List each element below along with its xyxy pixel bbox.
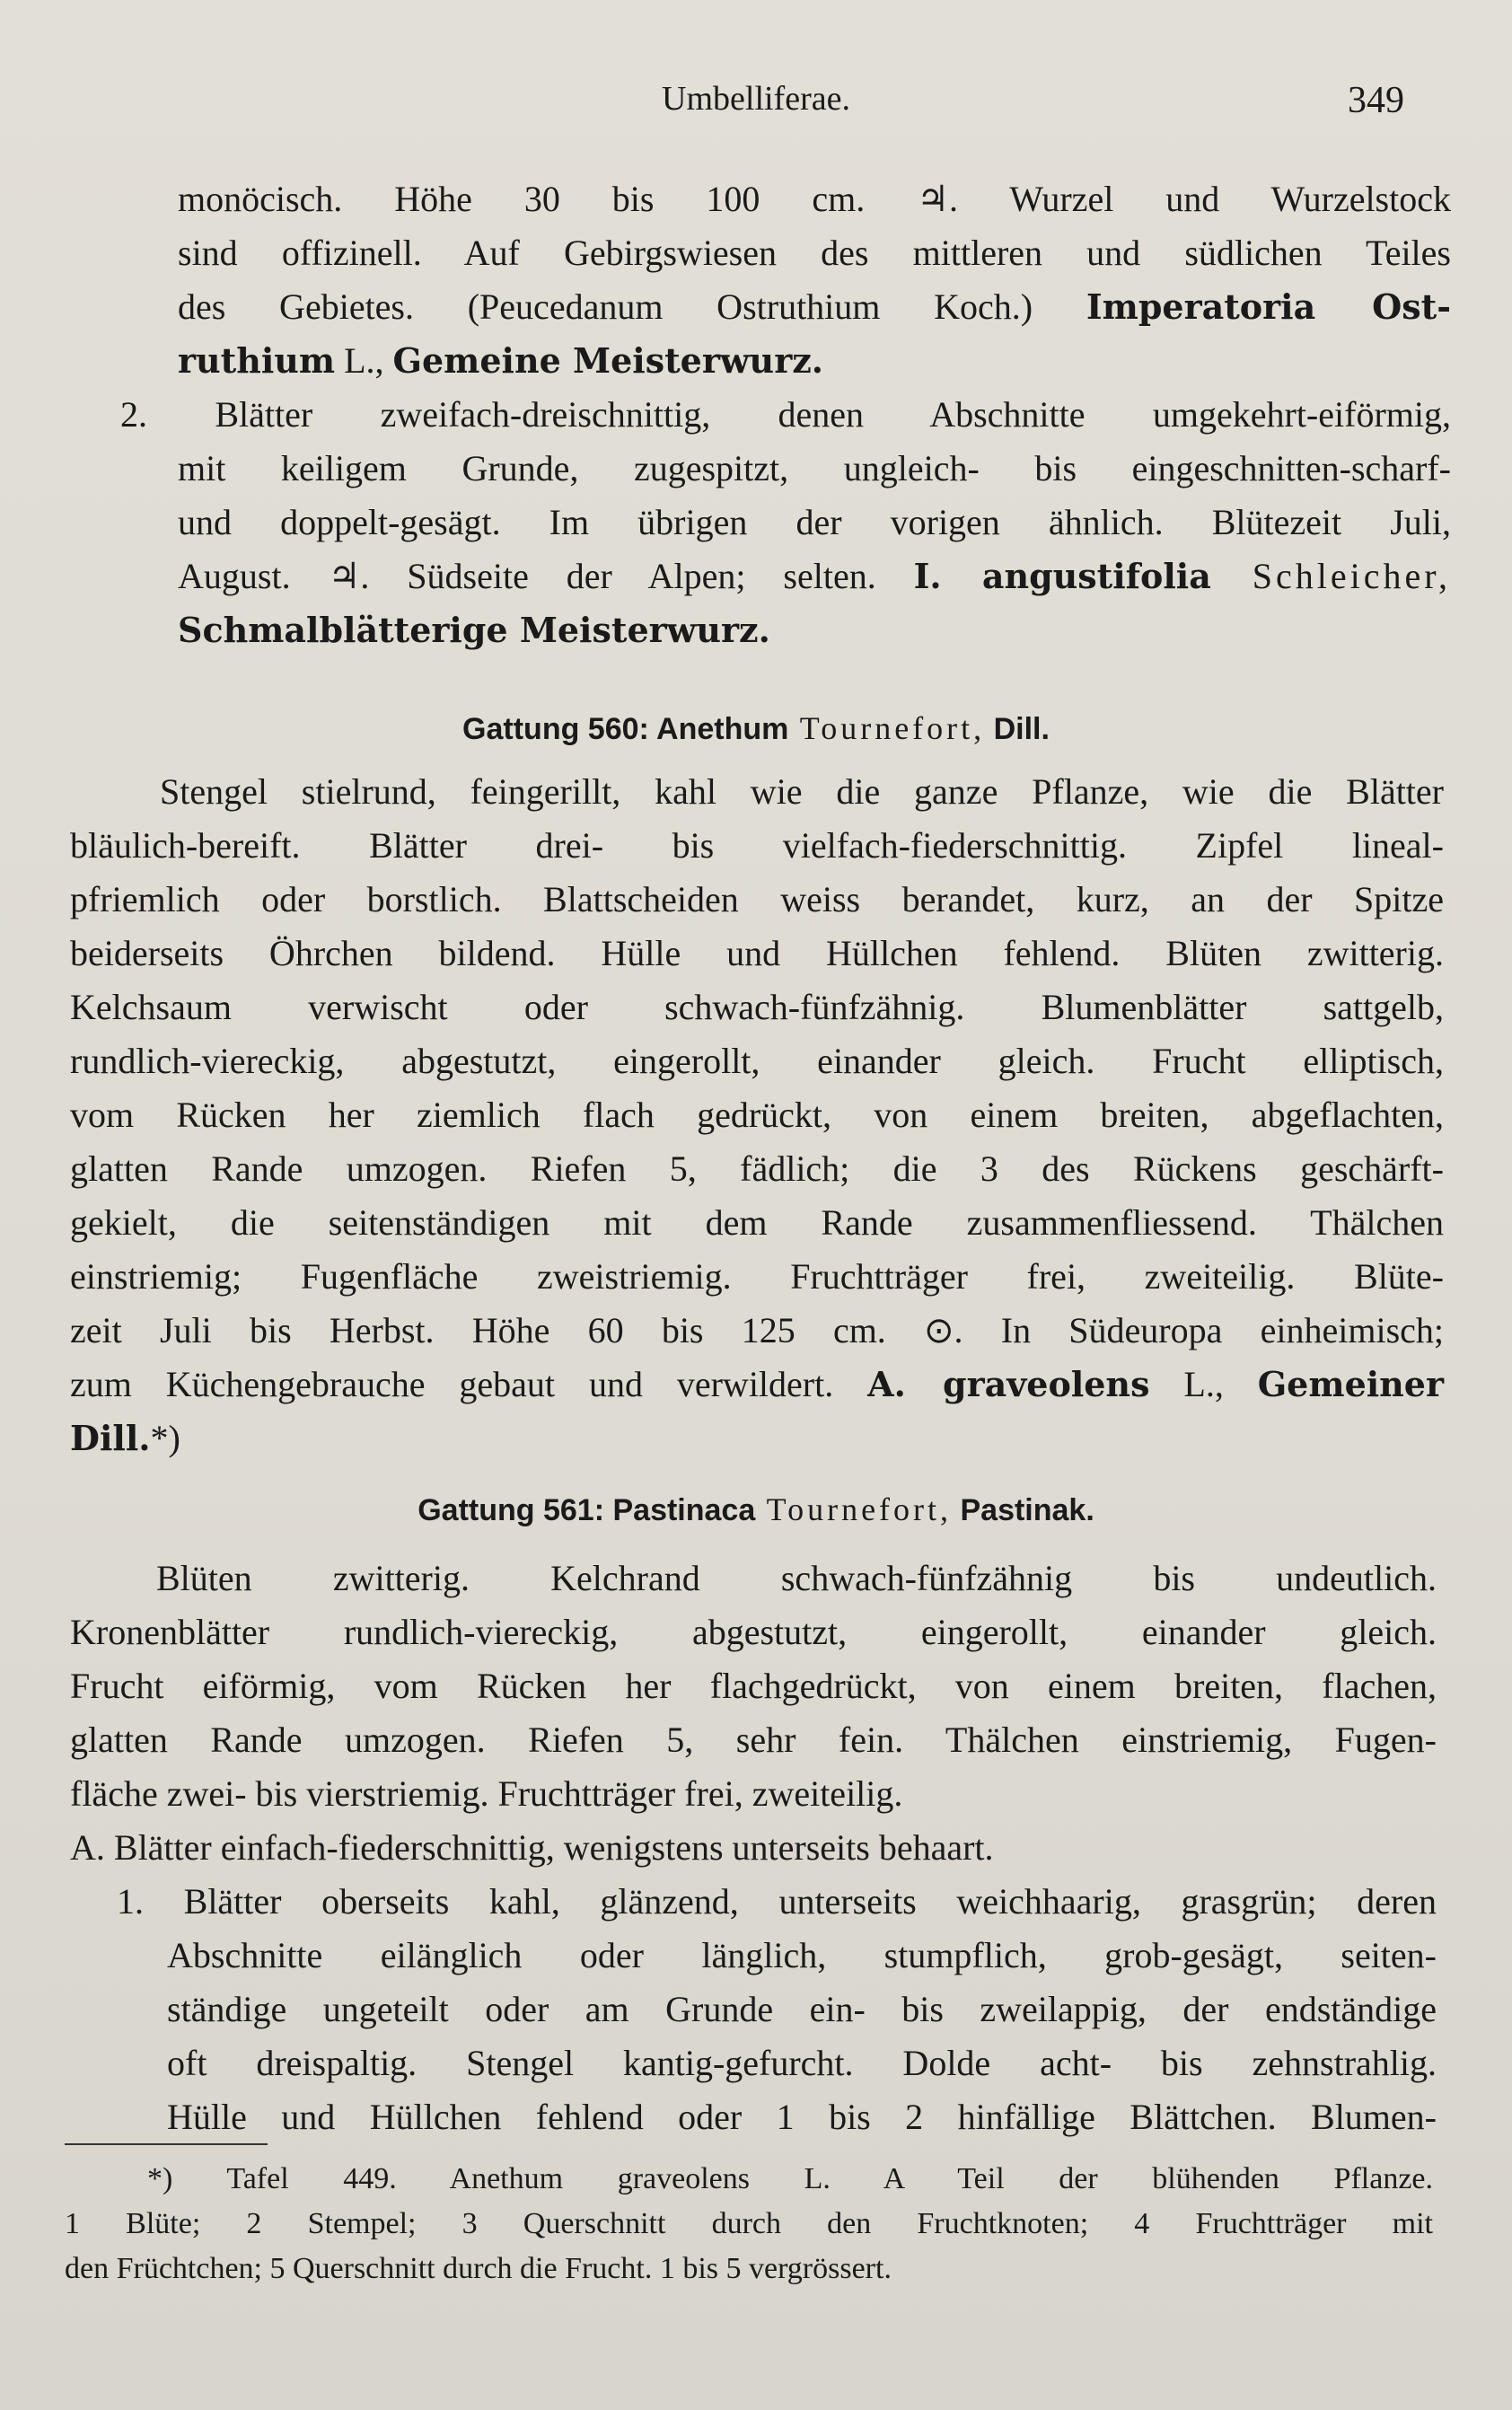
text-line: A. Blätter einfach-fiederschnittig, wenigstens unterseits behaart. bbox=[70, 1827, 994, 1868]
text-line: mit keiligem Grunde, zugespitzt, ungleich- bis eingeschnitten-scharf- bbox=[178, 448, 1451, 488]
footnote bbox=[65, 2157, 1433, 2291]
author: Schleicher, bbox=[1210, 556, 1452, 596]
common-name: Gemeiner bbox=[1257, 1364, 1445, 1404]
species-name: A. graveolens bbox=[867, 1364, 1150, 1404]
genus-name: Anethum bbox=[648, 712, 789, 746]
genus-number: Gattung 561: bbox=[418, 1493, 605, 1527]
paragraph-anethum bbox=[70, 765, 1444, 1465]
species-name: I. angustifolia bbox=[913, 556, 1211, 596]
footnote-line: *) Tafel 449. Anethum graveolens L. A Teil der blühenden Pflanze. bbox=[147, 2162, 1433, 2195]
text-line: gekielt, die seitenständigen mit dem Rande zusammenfliessend. Thälchen bbox=[70, 1202, 1444, 1243]
text-line: und doppelt-gesägt. Im übrigen der vorigen ähnlich. Blütezeit Juli, bbox=[178, 502, 1451, 542]
text-span: August. ♃. Südseite der Alpen; selten. bbox=[178, 556, 914, 596]
genus-heading-561 bbox=[0, 1491, 1512, 1528]
text-line: monöcisch. Höhe 30 bis 100 cm. ♃. Wurzel und Wurzelstock bbox=[178, 179, 1451, 219]
genus-author: Tournefort, bbox=[755, 1491, 953, 1527]
text-line: sind offizinell. Auf Gebirgswiesen des mittleren und südlichen Teiles bbox=[178, 233, 1451, 273]
text-line: Kelchsaum verwischt oder schwach-fünfzähnig. Blumenblätter sattgelb, bbox=[70, 987, 1444, 1027]
genus-common: Dill. bbox=[985, 712, 1050, 746]
text-line: rundlich-viereckig, abgestutzt, eingerollt, einander gleich. Frucht elliptisch, bbox=[70, 1041, 1444, 1081]
list-item-2 bbox=[74, 388, 1451, 657]
text-span: zum Küchengebrauche gebaut und verwildert. bbox=[70, 1364, 868, 1404]
text-line: ständige ungeteilt oder am Grunde ein- bis zweilappig, der endständige bbox=[167, 1989, 1437, 2029]
paragraph-imperatoria bbox=[74, 172, 1451, 388]
text-line: 2. Blätter zweifach-dreischnittig, denen Abschnitte umgekehrt-eiförmig, bbox=[120, 394, 1451, 435]
running-header bbox=[54, 79, 1458, 124]
text-line: einstriemig; Fugenfläche zweistriemig. Fruchtträger frei, zweiteilig. Blüte- bbox=[70, 1256, 1444, 1297]
footnote-line: 1 Blüte; 2 Stempel; 3 Querschnitt durch den Fruchtknoten; 4 Fruchtträger mit bbox=[65, 2207, 1433, 2240]
text-line: beiderseits Öhrchen bildend. Hülle und Hüllchen fehlend. Blüten zwitterig. bbox=[70, 933, 1444, 973]
text-line: pfriemlich oder borstlich. Blattscheiden weiss berandet, kurz, an der Spitze bbox=[70, 879, 1444, 919]
text-line: 1. Blätter oberseits kahl, glänzend, unterseits weichhaarig, grasgrün; deren bbox=[117, 1881, 1437, 1922]
genus-heading-560 bbox=[0, 709, 1512, 747]
paragraph-pastinaca bbox=[70, 1552, 1437, 2144]
text-line: Stengel stielrund, feingerillt, kahl wie die ganze Pflanze, wie die Blätter bbox=[160, 771, 1444, 812]
text-line bbox=[74, 334, 1451, 388]
text-line: fläche zwei- bis vierstriemig. Fruchtträger frei, zweiteilig. bbox=[70, 1773, 903, 1814]
species-name: ruthium bbox=[178, 340, 336, 381]
genus-common: Pastinak. bbox=[952, 1493, 1094, 1527]
genus-name: Pastinaca bbox=[604, 1493, 756, 1527]
text-line bbox=[74, 280, 1451, 334]
text-line: Blüten zwitterig. Kelchrand schwach-fünfzähnig bis undeutlich. bbox=[156, 1558, 1437, 1598]
text-line bbox=[70, 1412, 1444, 1465]
page-number: 349 bbox=[1348, 80, 1404, 121]
text-line: zeit Juli bis Herbst. Höhe 60 bis 125 cm. ⊙. In Südeuropa einheimisch; bbox=[70, 1310, 1444, 1350]
text-span: des Gebietes. (Peucedanum Ostruthium Koch.) bbox=[178, 286, 1033, 327]
header-title: Umbelliferae. bbox=[662, 80, 850, 118]
text-line: Kronenblätter rundlich-viereckig, abgestutzt, eingerollt, einander gleich. bbox=[70, 1612, 1437, 1652]
text-line: Abschnitte eilänglich oder länglich, stumpflich, grob-gesägt, seiten- bbox=[167, 1935, 1437, 1975]
author: L., bbox=[1149, 1364, 1258, 1404]
genus-author: Tournefort, bbox=[788, 710, 986, 746]
text-line: glatten Rande umzogen. Riefen 5, sehr fein. Thälchen einstriemig, Fugen- bbox=[70, 1720, 1437, 1760]
common-name: Dill. bbox=[70, 1418, 151, 1458]
text-line: vom Rücken her ziemlich flach gedrückt, von einem breiten, abgeflachten, bbox=[70, 1095, 1444, 1135]
text-line: oft dreispaltig. Stengel kantig-gefurcht. Dolde acht- bis zehnstrahlig. bbox=[167, 2043, 1437, 2083]
footnote-ref: *) bbox=[150, 1418, 180, 1458]
text-line: glatten Rande umzogen. Riefen 5, fädlich; die 3 des Rückens geschärft- bbox=[70, 1148, 1444, 1189]
common-name: Schmalblätterige Meisterwurz. bbox=[178, 610, 770, 650]
text-line bbox=[70, 1358, 1444, 1412]
text-line: bläulich-bereift. Blätter drei- bis vielfach-fiederschnittig. Zipfel lineal- bbox=[70, 825, 1444, 866]
footnote-divider bbox=[65, 2143, 268, 2145]
genus-number: Gattung 560: bbox=[462, 712, 649, 746]
species-name: Imperatoria Ost- bbox=[1086, 286, 1451, 327]
text-line: Frucht eiförmig, vom Rücken her flachgedrückt, von einem breiten, flachen, bbox=[70, 1666, 1437, 1706]
text-line bbox=[74, 550, 1451, 603]
text-line: Hülle und Hüllchen fehlend oder 1 bis 2 hinfällige Blättchen. Blumen- bbox=[167, 2097, 1437, 2137]
common-name: Gemeine Meisterwurz. bbox=[392, 340, 824, 381]
author: L., bbox=[335, 340, 393, 381]
text-line bbox=[74, 603, 1451, 657]
footnote-line: den Früchtchen; 5 Querschnitt durch die Frucht. 1 bis 5 vergrössert. bbox=[65, 2252, 892, 2285]
